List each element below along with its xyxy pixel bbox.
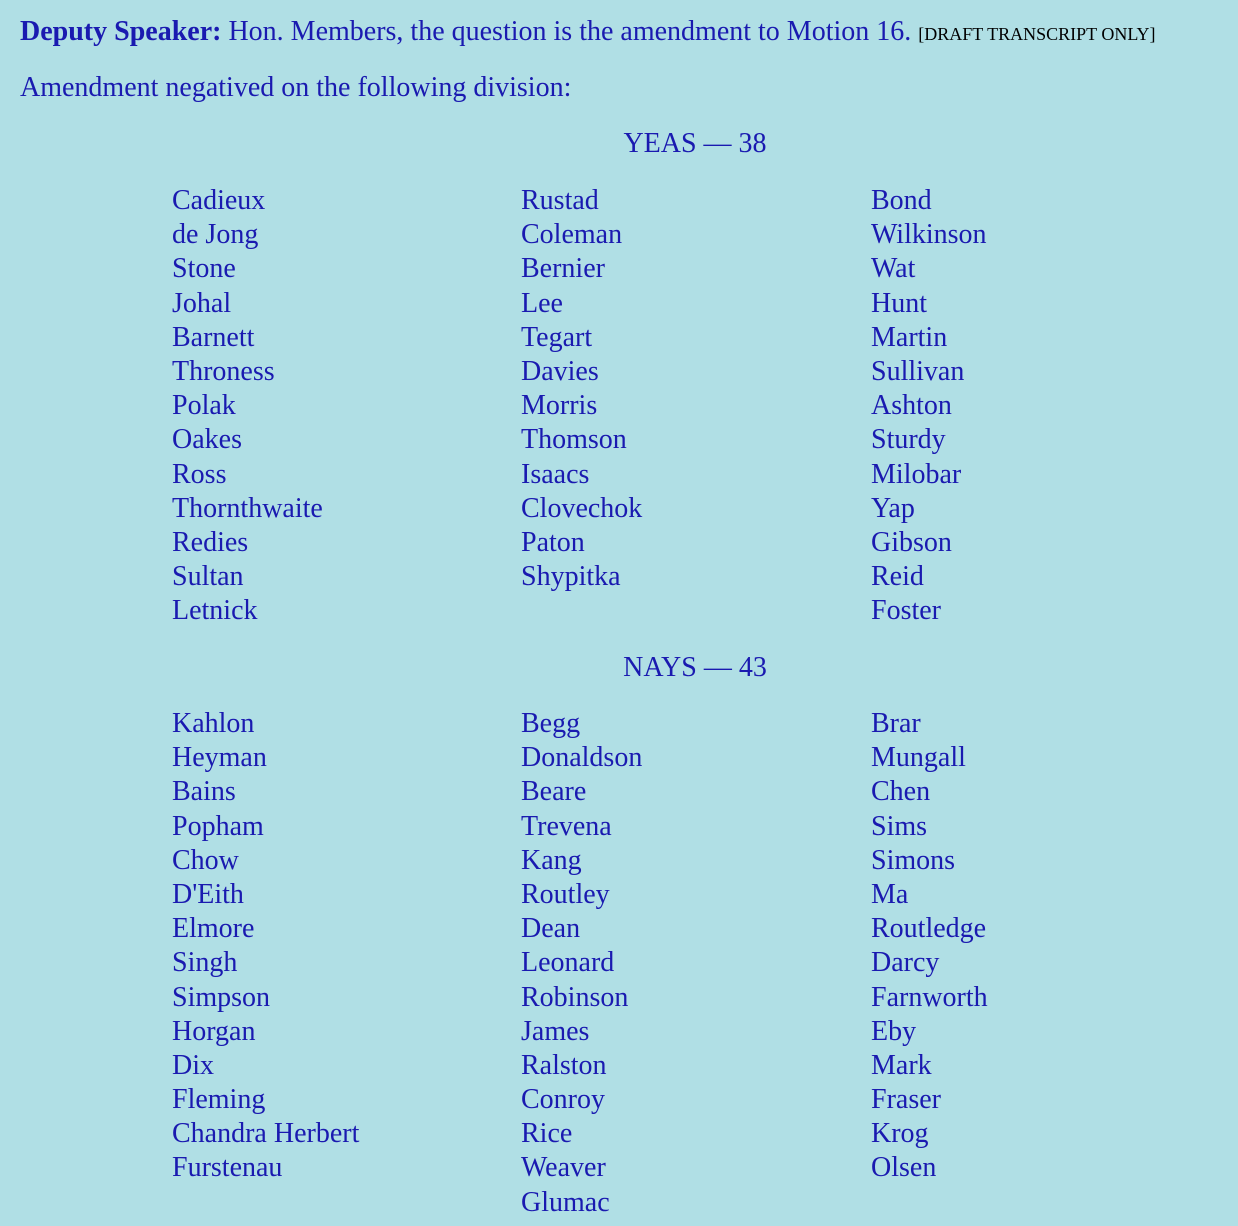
member-name: Krog	[871, 1118, 929, 1150]
member-name: Redies	[172, 526, 249, 558]
nays-column-2	[521, 707, 642, 1220]
member-name: Donaldson	[521, 742, 643, 774]
nays-heading: NAYS — 43	[623, 652, 767, 683]
member-name: Mark	[871, 1049, 932, 1081]
member-name: Dean	[521, 913, 581, 945]
member-name: Paton	[521, 526, 585, 558]
member-name: Sims	[871, 810, 928, 842]
yeas-column-2	[521, 184, 642, 594]
member-name: Thornthwaite	[172, 492, 323, 524]
member-name: Yap	[871, 492, 915, 524]
yeas-heading: YEAS — 38	[623, 128, 767, 159]
member-name: Hunt	[871, 287, 927, 319]
member-name: Weaver	[521, 1152, 606, 1184]
speech-text: Hon. Members, the question is the amendment to Motion 16.	[221, 16, 919, 47]
member-name: Fleming	[172, 1084, 266, 1116]
nays-column-1	[172, 707, 359, 1186]
member-name: Begg	[521, 708, 581, 739]
member-name: Beare	[521, 776, 587, 808]
member-name: Wilkinson	[871, 219, 987, 251]
member-name: Furstenau	[172, 1152, 283, 1184]
member-name: Horgan	[172, 1015, 256, 1047]
member-name: Conroy	[521, 1084, 605, 1116]
member-name: de Jong	[172, 219, 259, 251]
member-name: Trevena	[521, 810, 612, 842]
member-name: Routledge	[871, 913, 987, 945]
member-name: Darcy	[871, 947, 940, 979]
member-name: Davies	[521, 355, 599, 387]
member-name: Shypitka	[521, 561, 621, 593]
member-name: Simpson	[172, 981, 271, 1013]
member-name: Robinson	[521, 981, 629, 1013]
member-name: Stone	[172, 253, 236, 285]
member-name: Olsen	[871, 1152, 937, 1184]
member-name: Letnick	[172, 595, 258, 627]
member-name: Throness	[172, 355, 275, 387]
member-name: Ross	[172, 458, 227, 490]
member-name: Sturdy	[871, 424, 946, 456]
member-name: Chandra Herbert	[172, 1118, 360, 1150]
member-name: Ralston	[521, 1049, 607, 1081]
member-name: Lee	[521, 287, 563, 319]
yeas-column-1	[172, 184, 323, 628]
division-result: Amendment negatived on the following division:	[20, 72, 572, 103]
member-name: Rice	[521, 1118, 573, 1150]
member-name: Clovechok	[521, 492, 643, 524]
member-name: Bains	[172, 776, 236, 808]
member-name: Leonard	[521, 947, 615, 979]
member-name: Ma	[871, 878, 909, 910]
member-name: Reid	[871, 561, 924, 593]
member-name: Routley	[521, 878, 610, 910]
member-name: Martin	[871, 321, 948, 353]
member-name: Tegart	[521, 321, 593, 353]
member-name: Ashton	[871, 390, 952, 422]
member-name: Chow	[172, 844, 239, 876]
member-name: Bond	[871, 185, 932, 216]
member-name: Dix	[172, 1049, 214, 1081]
member-name: Coleman	[521, 219, 623, 251]
member-name: Heyman	[172, 742, 267, 774]
yeas-column-3	[871, 184, 987, 628]
member-name: Elmore	[172, 913, 255, 945]
member-name: Thomson	[521, 424, 627, 456]
member-name: Rustad	[521, 185, 599, 216]
member-name: Singh	[172, 947, 238, 979]
member-name: Oakes	[172, 424, 242, 456]
nays-column-3	[871, 707, 988, 1186]
speaker-label: Deputy Speaker:	[20, 16, 222, 47]
member-name: Gibson	[871, 526, 952, 558]
member-name: Polak	[172, 390, 236, 422]
member-name: Cadieux	[172, 185, 266, 216]
member-name: Milobar	[871, 458, 962, 490]
member-name: Brar	[871, 708, 921, 739]
member-name: Foster	[871, 595, 941, 627]
member-name: Eby	[871, 1015, 917, 1047]
member-name: Johal	[172, 287, 232, 319]
member-name: Glumac	[521, 1186, 610, 1218]
speech-paragraph	[20, 14, 1156, 52]
member-name: Fraser	[871, 1084, 941, 1116]
member-name: Sultan	[172, 561, 244, 593]
draft-note: [DRAFT TRANSCRIPT ONLY]	[918, 24, 1156, 44]
member-name: Wat	[871, 253, 916, 285]
member-name: Popham	[172, 810, 264, 842]
member-name: Barnett	[172, 321, 255, 353]
member-name: Kahlon	[172, 708, 255, 739]
member-name: Isaacs	[521, 458, 590, 490]
member-name: Bernier	[521, 253, 605, 285]
member-name: James	[521, 1015, 590, 1047]
member-name: Sullivan	[871, 355, 965, 387]
member-name: Morris	[521, 390, 598, 422]
member-name: D'Eith	[172, 878, 244, 910]
member-name: Mungall	[871, 742, 966, 774]
member-name: Farnworth	[871, 981, 988, 1013]
member-name: Chen	[871, 776, 931, 808]
member-name: Kang	[521, 844, 582, 876]
member-name: Simons	[871, 844, 956, 876]
